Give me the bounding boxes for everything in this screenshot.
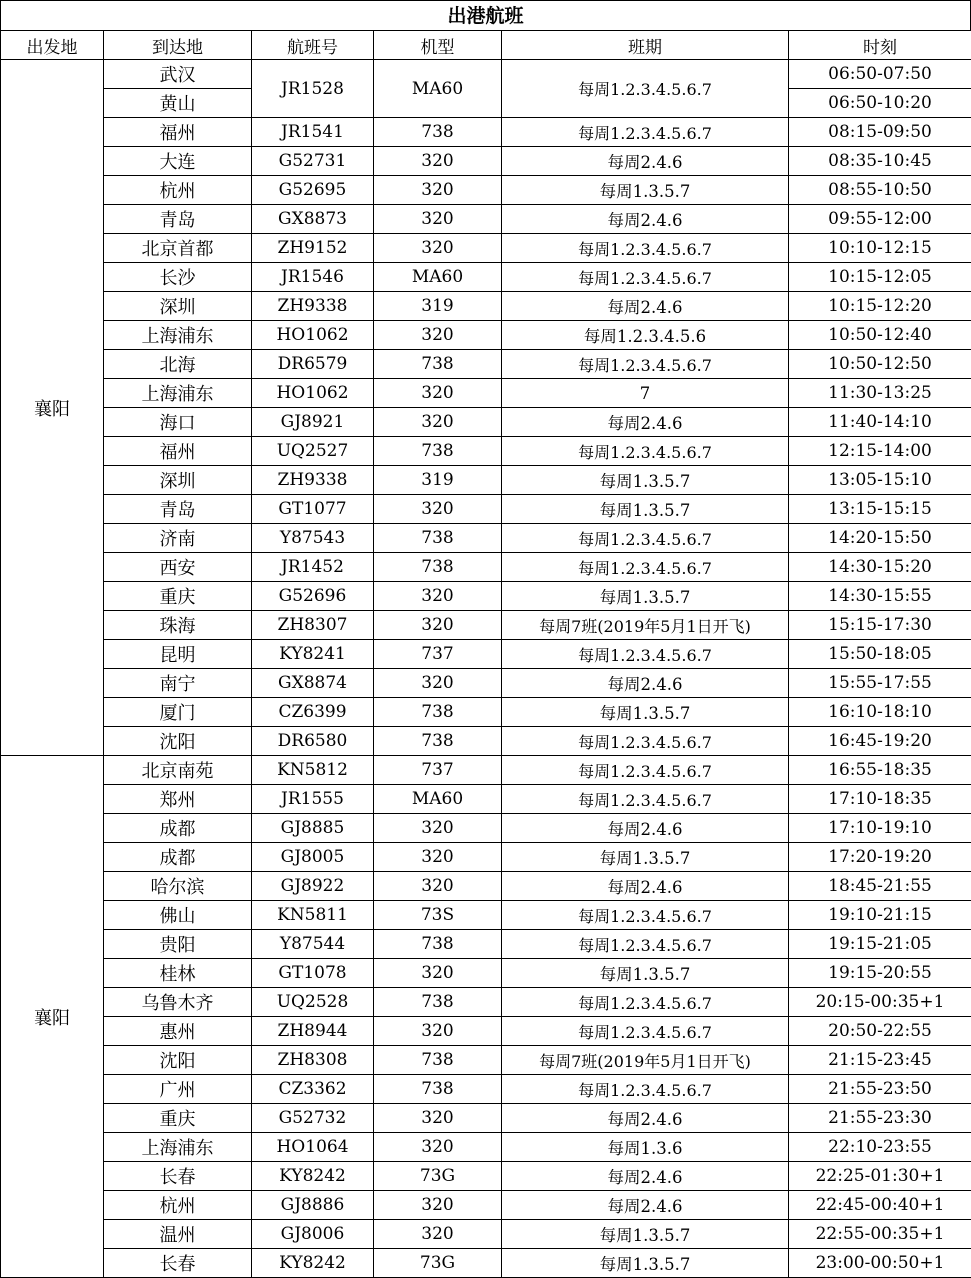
table-row <box>1 1162 971 1191</box>
flight-number-cell: KN5811 <box>252 901 374 930</box>
flight-number-cell: DR6579 <box>252 350 374 379</box>
flight-number-cell: CZ6399 <box>252 698 374 727</box>
aircraft-cell: 738 <box>374 437 502 466</box>
schedule-cell: 每周1.3.5.7 <box>502 1249 789 1278</box>
schedule-cell: 每周2.4.6 <box>502 292 789 321</box>
schedule-cell: 每周1.3.5.7 <box>502 843 789 872</box>
flight-number-cell: ZH9152 <box>252 234 374 263</box>
flight-number-cell: JR1528 <box>252 60 374 118</box>
time-cell: 20:15-00:35+1 <box>789 988 971 1017</box>
table-row <box>1 147 971 176</box>
time-cell: 14:20-15:50 <box>789 524 971 553</box>
destination-cell: 长春 <box>104 1249 252 1278</box>
flight-number-cell: KY8242 <box>252 1249 374 1278</box>
column-header-schedule: 班期 <box>502 31 789 60</box>
aircraft-cell: 320 <box>374 611 502 640</box>
time-cell: 06:50-07:50 <box>789 60 971 89</box>
flight-number-cell: G52731 <box>252 147 374 176</box>
table-row <box>1 118 971 147</box>
schedule-cell: 每周2.4.6 <box>502 1162 789 1191</box>
origin-cell: 襄阳 <box>1 60 104 756</box>
aircraft-cell: 319 <box>374 466 502 495</box>
destination-cell: 大连 <box>104 147 252 176</box>
destination-cell: 海口 <box>104 408 252 437</box>
time-cell: 15:15-17:30 <box>789 611 971 640</box>
flight-number-cell: Y87543 <box>252 524 374 553</box>
time-cell: 15:50-18:05 <box>789 640 971 669</box>
table-row <box>1 437 971 466</box>
aircraft-cell: MA60 <box>374 263 502 292</box>
schedule-cell: 每周1.2.3.4.5.6.7 <box>502 930 789 959</box>
table-row <box>1 379 971 408</box>
schedule-cell: 每周1.3.5.7 <box>502 959 789 988</box>
table-row <box>1 60 971 89</box>
table-row <box>1 524 971 553</box>
destination-cell: 深圳 <box>104 466 252 495</box>
table-row <box>1 1046 971 1075</box>
table-row <box>1 263 971 292</box>
flight-number-cell: ZH8944 <box>252 1017 374 1046</box>
destination-cell: 昆明 <box>104 640 252 669</box>
table-row <box>1 843 971 872</box>
aircraft-cell: 320 <box>374 1104 502 1133</box>
destination-cell: 福州 <box>104 437 252 466</box>
schedule-cell: 每周1.2.3.4.5.6.7 <box>502 1017 789 1046</box>
schedule-cell: 每周1.2.3.4.5.6.7 <box>502 901 789 930</box>
destination-cell: 惠州 <box>104 1017 252 1046</box>
table-row <box>1 350 971 379</box>
time-cell: 10:15-12:05 <box>789 263 971 292</box>
destination-cell: 济南 <box>104 524 252 553</box>
flight-number-cell: JR1541 <box>252 118 374 147</box>
flight-number-cell: KY8241 <box>252 640 374 669</box>
schedule-cell: 每周2.4.6 <box>502 1104 789 1133</box>
aircraft-cell: 738 <box>374 350 502 379</box>
origin-cell: 襄阳 <box>1 756 104 1278</box>
destination-cell: 重庆 <box>104 1104 252 1133</box>
time-cell: 21:55-23:30 <box>789 1104 971 1133</box>
table-row <box>1 1133 971 1162</box>
aircraft-cell: MA60 <box>374 60 502 118</box>
aircraft-cell: 320 <box>374 843 502 872</box>
flight-number-cell: G52696 <box>252 582 374 611</box>
time-cell: 14:30-15:55 <box>789 582 971 611</box>
flight-number-cell: G52695 <box>252 176 374 205</box>
table-body <box>1 60 971 1278</box>
time-cell: 16:55-18:35 <box>789 756 971 785</box>
flight-number-cell: Y87544 <box>252 930 374 959</box>
aircraft-cell: 320 <box>374 1133 502 1162</box>
schedule-cell: 每周1.3.6 <box>502 1133 789 1162</box>
time-cell: 13:15-15:15 <box>789 495 971 524</box>
aircraft-cell: 738 <box>374 524 502 553</box>
aircraft-cell: 320 <box>374 495 502 524</box>
schedule-cell: 每周1.2.3.4.5.6.7 <box>502 785 789 814</box>
destination-cell: 上海浦东 <box>104 1133 252 1162</box>
flight-number-cell: GJ8885 <box>252 814 374 843</box>
destination-cell: 深圳 <box>104 292 252 321</box>
aircraft-cell: 738 <box>374 118 502 147</box>
time-cell: 19:15-21:05 <box>789 930 971 959</box>
time-cell: 23:00-00:50+1 <box>789 1249 971 1278</box>
schedule-cell: 每周1.2.3.4.5.6.7 <box>502 553 789 582</box>
aircraft-cell: 320 <box>374 147 502 176</box>
aircraft-cell: 73G <box>374 1162 502 1191</box>
aircraft-cell: 738 <box>374 698 502 727</box>
departures-table <box>0 30 971 1278</box>
schedule-cell: 每周1.3.5.7 <box>502 1220 789 1249</box>
time-cell: 19:10-21:15 <box>789 901 971 930</box>
destination-cell: 长沙 <box>104 263 252 292</box>
time-cell: 10:10-12:15 <box>789 234 971 263</box>
table-row <box>1 1220 971 1249</box>
aircraft-cell: 738 <box>374 553 502 582</box>
destination-cell: 厦门 <box>104 698 252 727</box>
flight-number-cell: GT1078 <box>252 959 374 988</box>
schedule-cell: 每周2.4.6 <box>502 147 789 176</box>
destination-cell: 武汉 <box>104 60 252 89</box>
destination-cell: 北京南苑 <box>104 756 252 785</box>
flight-number-cell: JR1452 <box>252 553 374 582</box>
schedule-cell: 每周1.2.3.4.5.6.7 <box>502 756 789 785</box>
column-header-flight-number: 航班号 <box>252 31 374 60</box>
schedule-cell: 每周1.2.3.4.5.6.7 <box>502 60 789 118</box>
flight-number-cell: GJ8921 <box>252 408 374 437</box>
aircraft-cell: 320 <box>374 379 502 408</box>
aircraft-cell: 320 <box>374 1220 502 1249</box>
flight-number-cell: JR1555 <box>252 785 374 814</box>
flight-number-cell: JR1546 <box>252 263 374 292</box>
schedule-cell: 每周1.3.5.7 <box>502 698 789 727</box>
column-header-destination: 到达地 <box>104 31 252 60</box>
schedule-cell: 每周2.4.6 <box>502 205 789 234</box>
time-cell: 13:05-15:10 <box>789 466 971 495</box>
table-row <box>1 727 971 756</box>
time-cell: 10:15-12:20 <box>789 292 971 321</box>
schedule-cell: 每周1.2.3.4.5.6.7 <box>502 263 789 292</box>
destination-cell: 哈尔滨 <box>104 872 252 901</box>
aircraft-cell: 738 <box>374 727 502 756</box>
table-row <box>1 930 971 959</box>
destination-cell: 郑州 <box>104 785 252 814</box>
time-cell: 09:55-12:00 <box>789 205 971 234</box>
time-cell: 19:15-20:55 <box>789 959 971 988</box>
time-cell: 10:50-12:50 <box>789 350 971 379</box>
flight-number-cell: G52732 <box>252 1104 374 1133</box>
aircraft-cell: 320 <box>374 176 502 205</box>
table-row <box>1 959 971 988</box>
destination-cell: 福州 <box>104 118 252 147</box>
schedule-cell: 每周1.2.3.4.5.6 <box>502 321 789 350</box>
time-cell: 21:55-23:50 <box>789 1075 971 1104</box>
aircraft-cell: 319 <box>374 292 502 321</box>
schedule-cell: 每周7班(2019年5月1日开飞) <box>502 1046 789 1075</box>
table-row <box>1 553 971 582</box>
aircraft-cell: 73S <box>374 901 502 930</box>
time-cell: 11:40-14:10 <box>789 408 971 437</box>
flight-number-cell: UQ2527 <box>252 437 374 466</box>
destination-cell: 杭州 <box>104 1191 252 1220</box>
schedule-cell: 每周1.2.3.4.5.6.7 <box>502 350 789 379</box>
time-cell: 16:45-19:20 <box>789 727 971 756</box>
column-header-origin: 出发地 <box>1 31 104 60</box>
time-cell: 22:45-00:40+1 <box>789 1191 971 1220</box>
table-row <box>1 582 971 611</box>
table-row <box>1 176 971 205</box>
schedule-cell: 每周1.3.5.7 <box>502 176 789 205</box>
schedule-cell: 每周2.4.6 <box>502 669 789 698</box>
destination-cell: 北京首都 <box>104 234 252 263</box>
table-row <box>1 321 971 350</box>
table-row <box>1 1104 971 1133</box>
aircraft-cell: 320 <box>374 582 502 611</box>
destination-cell: 沈阳 <box>104 1046 252 1075</box>
flight-number-cell: ZH8308 <box>252 1046 374 1075</box>
aircraft-cell: 320 <box>374 321 502 350</box>
table-row <box>1 698 971 727</box>
table-row <box>1 611 971 640</box>
destination-cell: 北海 <box>104 350 252 379</box>
table-row <box>1 1017 971 1046</box>
table-row <box>1 669 971 698</box>
schedule-cell: 每周1.2.3.4.5.6.7 <box>502 234 789 263</box>
schedule-cell: 每周1.2.3.4.5.6.7 <box>502 1075 789 1104</box>
time-cell: 17:20-19:20 <box>789 843 971 872</box>
flight-number-cell: HO1062 <box>252 321 374 350</box>
schedule-cell: 每周1.2.3.4.5.6.7 <box>502 524 789 553</box>
destination-cell: 上海浦东 <box>104 321 252 350</box>
destination-cell: 广州 <box>104 1075 252 1104</box>
flight-number-cell: KY8242 <box>252 1162 374 1191</box>
time-cell: 20:50-22:55 <box>789 1017 971 1046</box>
destination-cell: 重庆 <box>104 582 252 611</box>
table-row <box>1 814 971 843</box>
schedule-cell: 7 <box>502 379 789 408</box>
table-row <box>1 872 971 901</box>
aircraft-cell: 320 <box>374 959 502 988</box>
table-row <box>1 408 971 437</box>
flight-number-cell: DR6580 <box>252 727 374 756</box>
flight-number-cell: GJ8922 <box>252 872 374 901</box>
aircraft-cell: 320 <box>374 1191 502 1220</box>
aircraft-cell: 320 <box>374 234 502 263</box>
aircraft-cell: 73G <box>374 1249 502 1278</box>
destination-cell: 南宁 <box>104 669 252 698</box>
flight-number-cell: GJ8886 <box>252 1191 374 1220</box>
column-header-time: 时刻 <box>789 31 971 60</box>
aircraft-cell: 737 <box>374 756 502 785</box>
flight-number-cell: GJ8006 <box>252 1220 374 1249</box>
schedule-cell: 每周7班(2019年5月1日开飞) <box>502 611 789 640</box>
aircraft-cell: 320 <box>374 872 502 901</box>
time-cell: 10:50-12:40 <box>789 321 971 350</box>
destination-cell: 上海浦东 <box>104 379 252 408</box>
destination-cell: 桂林 <box>104 959 252 988</box>
flight-number-cell: GJ8005 <box>252 843 374 872</box>
destination-cell: 西安 <box>104 553 252 582</box>
aircraft-cell: 320 <box>374 1017 502 1046</box>
schedule-cell: 每周2.4.6 <box>502 1191 789 1220</box>
schedule-cell: 每周1.2.3.4.5.6.7 <box>502 437 789 466</box>
time-cell: 12:15-14:00 <box>789 437 971 466</box>
destination-cell: 成都 <box>104 814 252 843</box>
destination-cell: 温州 <box>104 1220 252 1249</box>
flight-number-cell: GT1077 <box>252 495 374 524</box>
destination-cell: 青岛 <box>104 495 252 524</box>
schedule-cell: 每周1.3.5.7 <box>502 466 789 495</box>
aircraft-cell: 320 <box>374 205 502 234</box>
destination-cell: 长春 <box>104 1162 252 1191</box>
schedule-cell: 每周2.4.6 <box>502 814 789 843</box>
page-title: 出港航班 <box>0 0 971 30</box>
time-cell: 17:10-18:35 <box>789 785 971 814</box>
flight-number-cell: ZH9338 <box>252 292 374 321</box>
destination-cell: 杭州 <box>104 176 252 205</box>
flight-number-cell: GX8873 <box>252 205 374 234</box>
time-cell: 15:55-17:55 <box>789 669 971 698</box>
table-row <box>1 234 971 263</box>
flight-number-cell: HO1062 <box>252 379 374 408</box>
time-cell: 08:15-09:50 <box>789 118 971 147</box>
time-cell: 18:45-21:55 <box>789 872 971 901</box>
column-header-aircraft: 机型 <box>374 31 502 60</box>
destination-cell: 佛山 <box>104 901 252 930</box>
aircraft-cell: 738 <box>374 1046 502 1075</box>
flight-number-cell: CZ3362 <box>252 1075 374 1104</box>
destination-cell: 沈阳 <box>104 727 252 756</box>
flight-number-cell: UQ2528 <box>252 988 374 1017</box>
flight-number-cell: HO1064 <box>252 1133 374 1162</box>
aircraft-cell: MA60 <box>374 785 502 814</box>
aircraft-cell: 320 <box>374 669 502 698</box>
table-row <box>1 1191 971 1220</box>
destination-cell: 黄山 <box>104 89 252 118</box>
table-row <box>1 466 971 495</box>
time-cell: 22:55-00:35+1 <box>789 1220 971 1249</box>
aircraft-cell: 738 <box>374 930 502 959</box>
table-row <box>1 988 971 1017</box>
schedule-cell: 每周1.3.5.7 <box>502 582 789 611</box>
aircraft-cell: 320 <box>374 814 502 843</box>
table-row <box>1 1075 971 1104</box>
destination-cell: 青岛 <box>104 205 252 234</box>
destination-cell: 成都 <box>104 843 252 872</box>
table-row <box>1 756 971 785</box>
table-row <box>1 495 971 524</box>
schedule-cell: 每周1.2.3.4.5.6.7 <box>502 640 789 669</box>
table-row <box>1 640 971 669</box>
header-row <box>1 31 971 60</box>
time-cell: 22:25-01:30+1 <box>789 1162 971 1191</box>
flight-number-cell: ZH8307 <box>252 611 374 640</box>
table-row <box>1 1249 971 1278</box>
aircraft-cell: 320 <box>374 408 502 437</box>
schedule-cell: 每周1.2.3.4.5.6.7 <box>502 118 789 147</box>
time-cell: 08:35-10:45 <box>789 147 971 176</box>
table-row <box>1 292 971 321</box>
time-cell: 11:30-13:25 <box>789 379 971 408</box>
time-cell: 14:30-15:20 <box>789 553 971 582</box>
schedule-cell: 每周1.2.3.4.5.6.7 <box>502 988 789 1017</box>
schedule-cell: 每周2.4.6 <box>502 872 789 901</box>
schedule-cell: 每周1.2.3.4.5.6.7 <box>502 727 789 756</box>
table-row <box>1 205 971 234</box>
flight-number-cell: GX8874 <box>252 669 374 698</box>
destination-cell: 珠海 <box>104 611 252 640</box>
time-cell: 17:10-19:10 <box>789 814 971 843</box>
table-row <box>1 901 971 930</box>
time-cell: 08:55-10:50 <box>789 176 971 205</box>
flight-number-cell: ZH9338 <box>252 466 374 495</box>
table-row <box>1 785 971 814</box>
schedule-cell: 每周2.4.6 <box>502 408 789 437</box>
time-cell: 21:15-23:45 <box>789 1046 971 1075</box>
time-cell: 06:50-10:20 <box>789 89 971 118</box>
aircraft-cell: 737 <box>374 640 502 669</box>
schedule-cell: 每周1.3.5.7 <box>502 495 789 524</box>
destination-cell: 乌鲁木齐 <box>104 988 252 1017</box>
flight-number-cell: KN5812 <box>252 756 374 785</box>
aircraft-cell: 738 <box>374 988 502 1017</box>
time-cell: 22:10-23:55 <box>789 1133 971 1162</box>
destination-cell: 贵阳 <box>104 930 252 959</box>
time-cell: 16:10-18:10 <box>789 698 971 727</box>
aircraft-cell: 738 <box>374 1075 502 1104</box>
